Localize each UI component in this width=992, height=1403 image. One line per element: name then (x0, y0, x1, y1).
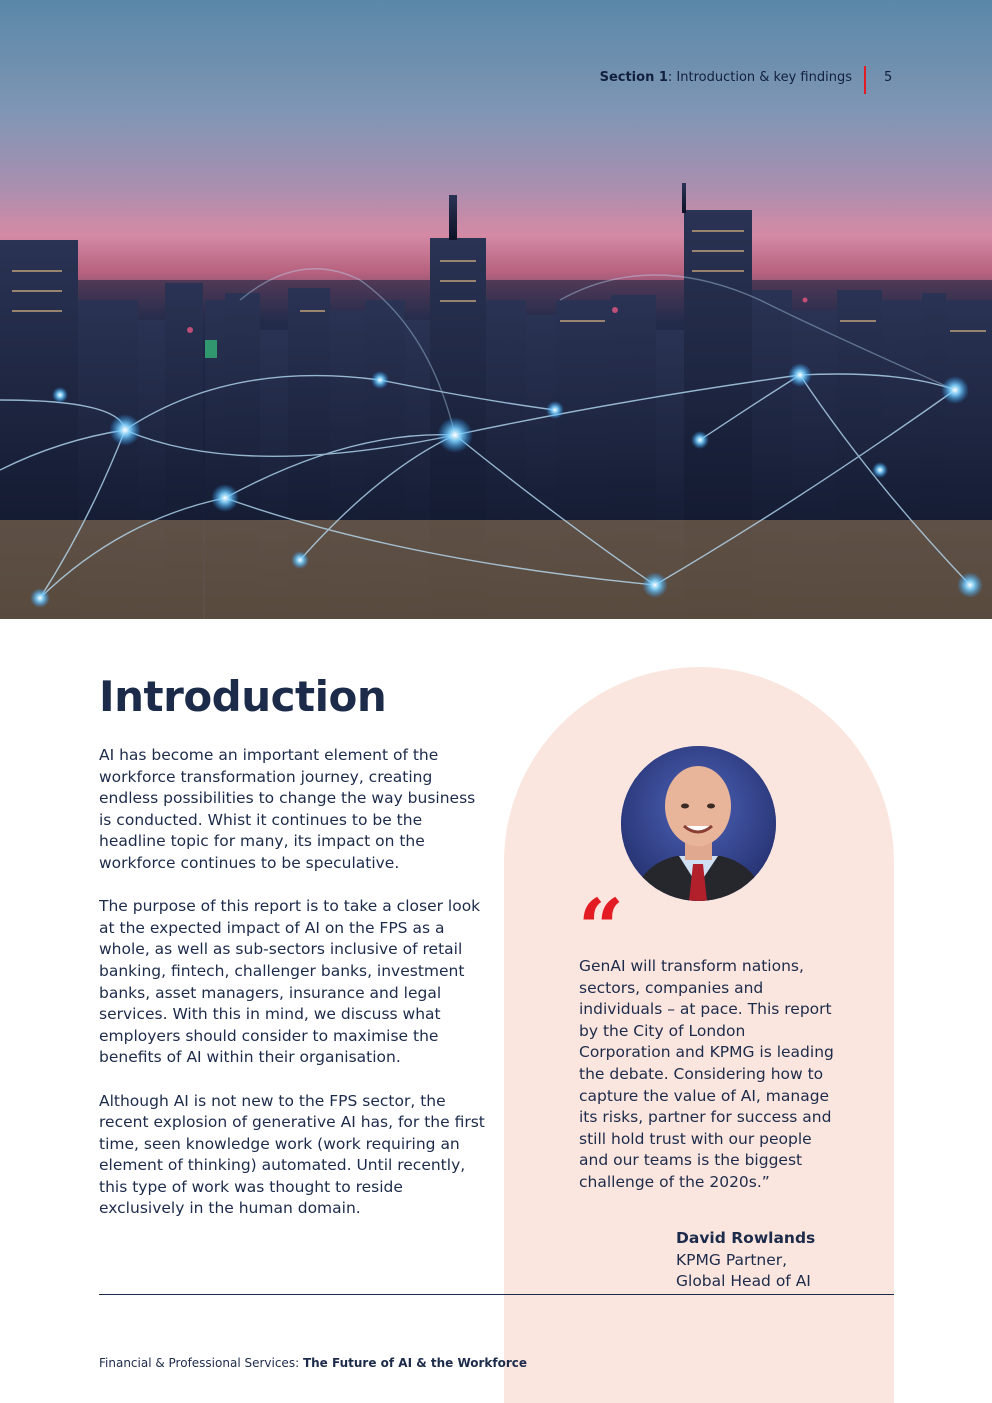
footer-title: The Future of AI & the Workforce (302, 1356, 528, 1370)
city-network-illustration (0, 0, 992, 619)
attribution (676, 1228, 876, 1293)
footer-rule (99, 1294, 894, 1295)
section-title: : Introduction & key findings (667, 70, 852, 85)
person-avatar-icon (621, 746, 776, 901)
page-number: 5 (884, 70, 893, 85)
running-head (600, 70, 852, 85)
intro-paragraph: AI has become an important element of the workforce transformation journey, creating endless possibilities to change the way business is conducted. Whist it continues to be the headline topic for many, its impact on the workforce continues to be speculative. (99, 746, 476, 872)
footer (99, 1356, 527, 1370)
quote-author-role: KPMG Partner, (676, 1250, 788, 1269)
quote-mark-icon: “ (578, 881, 625, 975)
portrait-photo (621, 746, 776, 901)
section-label: Section 1 (599, 70, 668, 85)
quote-author-title: Global Head of AI (676, 1272, 811, 1291)
header-divider (864, 66, 866, 94)
quote-text: GenAI will transform nations, sectors, companies and individuals – at pace. This report by the City of London Corporation and KPMG is leading the debate. Considering how to capture the value of AI, manage its risks, partner for success and still hold trust with our people and our teams is the biggest challenge of the 2020s.” (579, 957, 834, 1191)
intro-paragraph: The purpose of this report is to take a closer look at the expected impact of AI on the FPS as a whole, as well as sub-sectors inclusive of retail banking, fintech, challenger banks, investment banks, asset managers, insurance and legal services. With this in mind, we discuss what employers should consider to maximise the benefits of AI within their organisation. (99, 897, 481, 1067)
hero-image (0, 0, 992, 619)
intro-paragraph: Although AI is not new to the FPS sector, the recent explosion of generative AI has, for the first time, seen knowledge work (work requiring an element of thinking) automated. Until recently, this type of work was thought to reside exclusively in the human domain. (99, 1091, 485, 1218)
footer-prefix: Financial & Professional Services: (99, 1356, 303, 1370)
quote-author-name: David Rowlands (676, 1229, 816, 1247)
intro-body (99, 745, 487, 1242)
page-title: Introduction (99, 672, 387, 721)
